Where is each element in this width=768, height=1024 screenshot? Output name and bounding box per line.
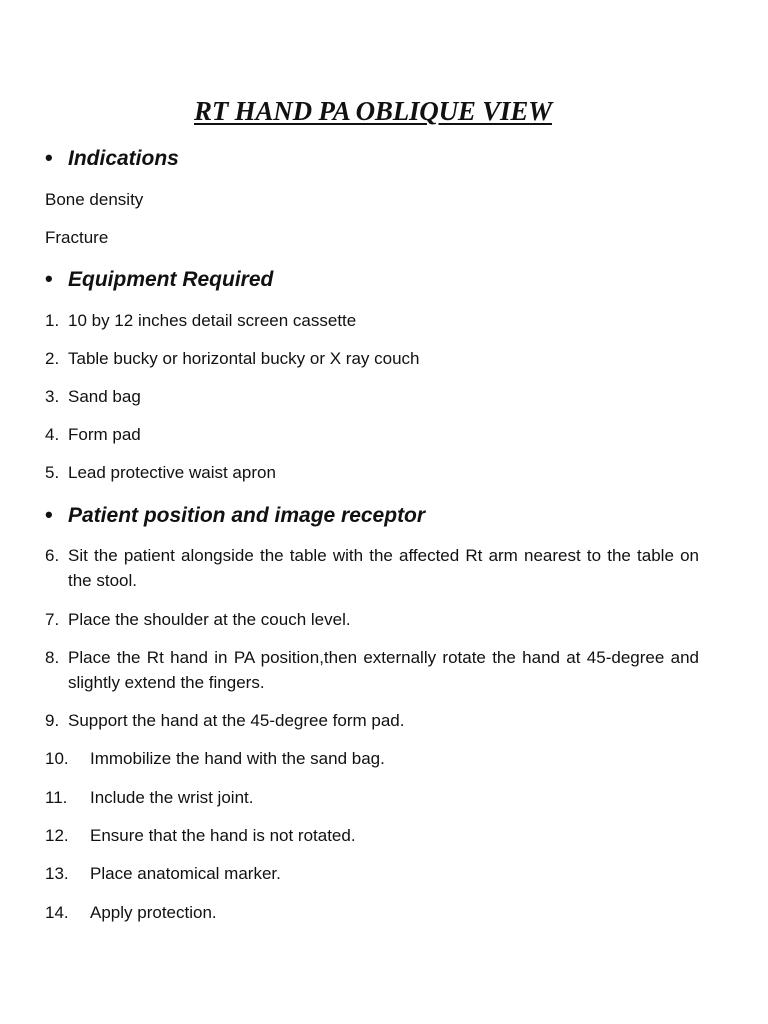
list-text: Include the wrist joint. [90, 788, 254, 807]
section-heading-indications [45, 145, 179, 171]
list-text: Place anatomical marker. [90, 864, 281, 883]
section-heading-patient-position [45, 502, 425, 528]
list-item [45, 746, 699, 771]
list-item [45, 384, 699, 409]
list-text: Lead protective waist apron [68, 463, 276, 482]
section-heading-equipment [45, 266, 273, 292]
heading-text: Patient position and image receptor [68, 504, 426, 527]
list-number: 3. [45, 387, 60, 406]
list-number: 5. [45, 463, 60, 482]
list-number: 12. [45, 826, 69, 845]
list-text: Support the hand at the 45-degree form pad. [68, 711, 405, 730]
list-text: Sand bag [68, 387, 141, 406]
list-number: 2. [45, 349, 60, 368]
bullet-icon: • [45, 145, 53, 170]
list-item [45, 861, 699, 886]
list-item [45, 607, 699, 632]
list-number: 11. [45, 788, 68, 807]
list-number: 6. [45, 546, 60, 565]
list-item [45, 645, 699, 695]
list-number: 14. [45, 903, 69, 922]
list-text: 10 by 12 inches detail screen cassette [68, 311, 357, 330]
list-text: Form pad [68, 425, 141, 444]
list-text: Table bucky or horizontal bucky or X ray couch [68, 349, 420, 368]
list-number: 9. [45, 711, 60, 730]
list-text: Apply protection. [90, 903, 217, 922]
list-item [45, 823, 699, 848]
list-text: Immobilize the hand with the sand bag. [90, 749, 385, 768]
list-number: 1. [45, 311, 60, 330]
list-text: Place the Rt hand in PA position,then externally rotate the hand at 45-degree and slightly extend the fingers. [68, 648, 699, 692]
list-text: Place the shoulder at the couch level. [68, 610, 351, 629]
list-item [45, 543, 699, 593]
indication-line: Fracture [45, 228, 109, 247]
list-item [45, 460, 699, 485]
list-number: 8. [45, 648, 60, 667]
indication-line: Bone density [45, 190, 144, 209]
bullet-icon: • [45, 502, 53, 527]
list-item [45, 308, 699, 333]
list-number: 10. [45, 749, 69, 768]
list-number: 13. [45, 864, 69, 883]
list-item [45, 422, 699, 447]
list-item [45, 785, 699, 810]
heading-text: Indications [68, 147, 179, 170]
list-text: Ensure that the hand is not rotated. [90, 826, 356, 845]
list-number: 4. [45, 425, 60, 444]
heading-text: Equipment Required [68, 268, 274, 291]
list-item [45, 900, 699, 925]
list-item [45, 708, 699, 733]
bullet-icon: • [45, 266, 53, 291]
document-title: RT HAND PA OBLIQUE VIEW [194, 96, 552, 126]
list-number: 7. [45, 610, 60, 629]
list-text: Sit the patient alongside the table with the affected Rt arm nearest to the table on the stool. [68, 546, 699, 590]
list-item [45, 346, 699, 371]
